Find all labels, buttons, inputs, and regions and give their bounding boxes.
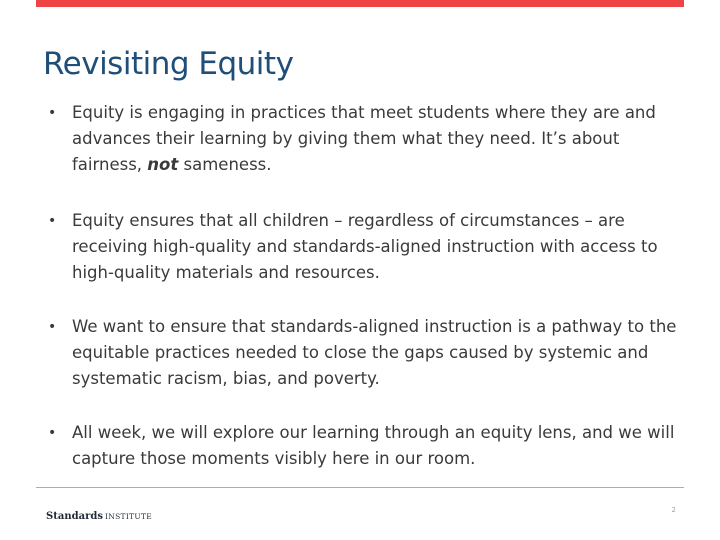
- bullet-dot-icon: •: [48, 319, 57, 335]
- logo-main-text: Standards: [46, 511, 103, 522]
- bullet-text: All week, we will explore our learning through an equity lens, and we will capture those moments visibly here in our room.: [72, 423, 675, 468]
- bullet-text-part: sameness.: [178, 155, 272, 174]
- bullet-emphasis: not: [147, 155, 179, 174]
- bullet-text: We want to ensure that standards-aligned instruction is a pathway to the equitable practices needed to close the gaps caused by systemic and systematic racism, bias, and poverty.: [72, 317, 677, 388]
- bullet-item: [46, 100, 686, 178]
- footer-divider: [36, 487, 684, 488]
- bullet-item: [46, 420, 686, 472]
- bullet-list: [46, 100, 686, 472]
- bullet-item: [46, 208, 686, 286]
- bullet-dot-icon: •: [48, 213, 57, 229]
- bullet-text: Equity ensures that all children – regardless of circumstances – are receiving high-quality and standards-aligned instruction with access to high-quality materials and resources.: [72, 211, 658, 282]
- logo-sub-text: INSTITUTE: [104, 512, 153, 521]
- bullet-text-part: Equity is engaging in practices that meet students where they are and advances their learning by giving them what they need. It’s about fairness,: [72, 103, 656, 174]
- page-number: 2: [671, 506, 676, 514]
- top-accent-bar: [36, 0, 684, 7]
- standards-institute-logo: [46, 504, 152, 523]
- bullet-dot-icon: •: [48, 425, 57, 441]
- bullet-dot-icon: •: [48, 105, 57, 121]
- slide-title: Revisiting Equity: [43, 46, 294, 82]
- bullet-item: [46, 314, 686, 392]
